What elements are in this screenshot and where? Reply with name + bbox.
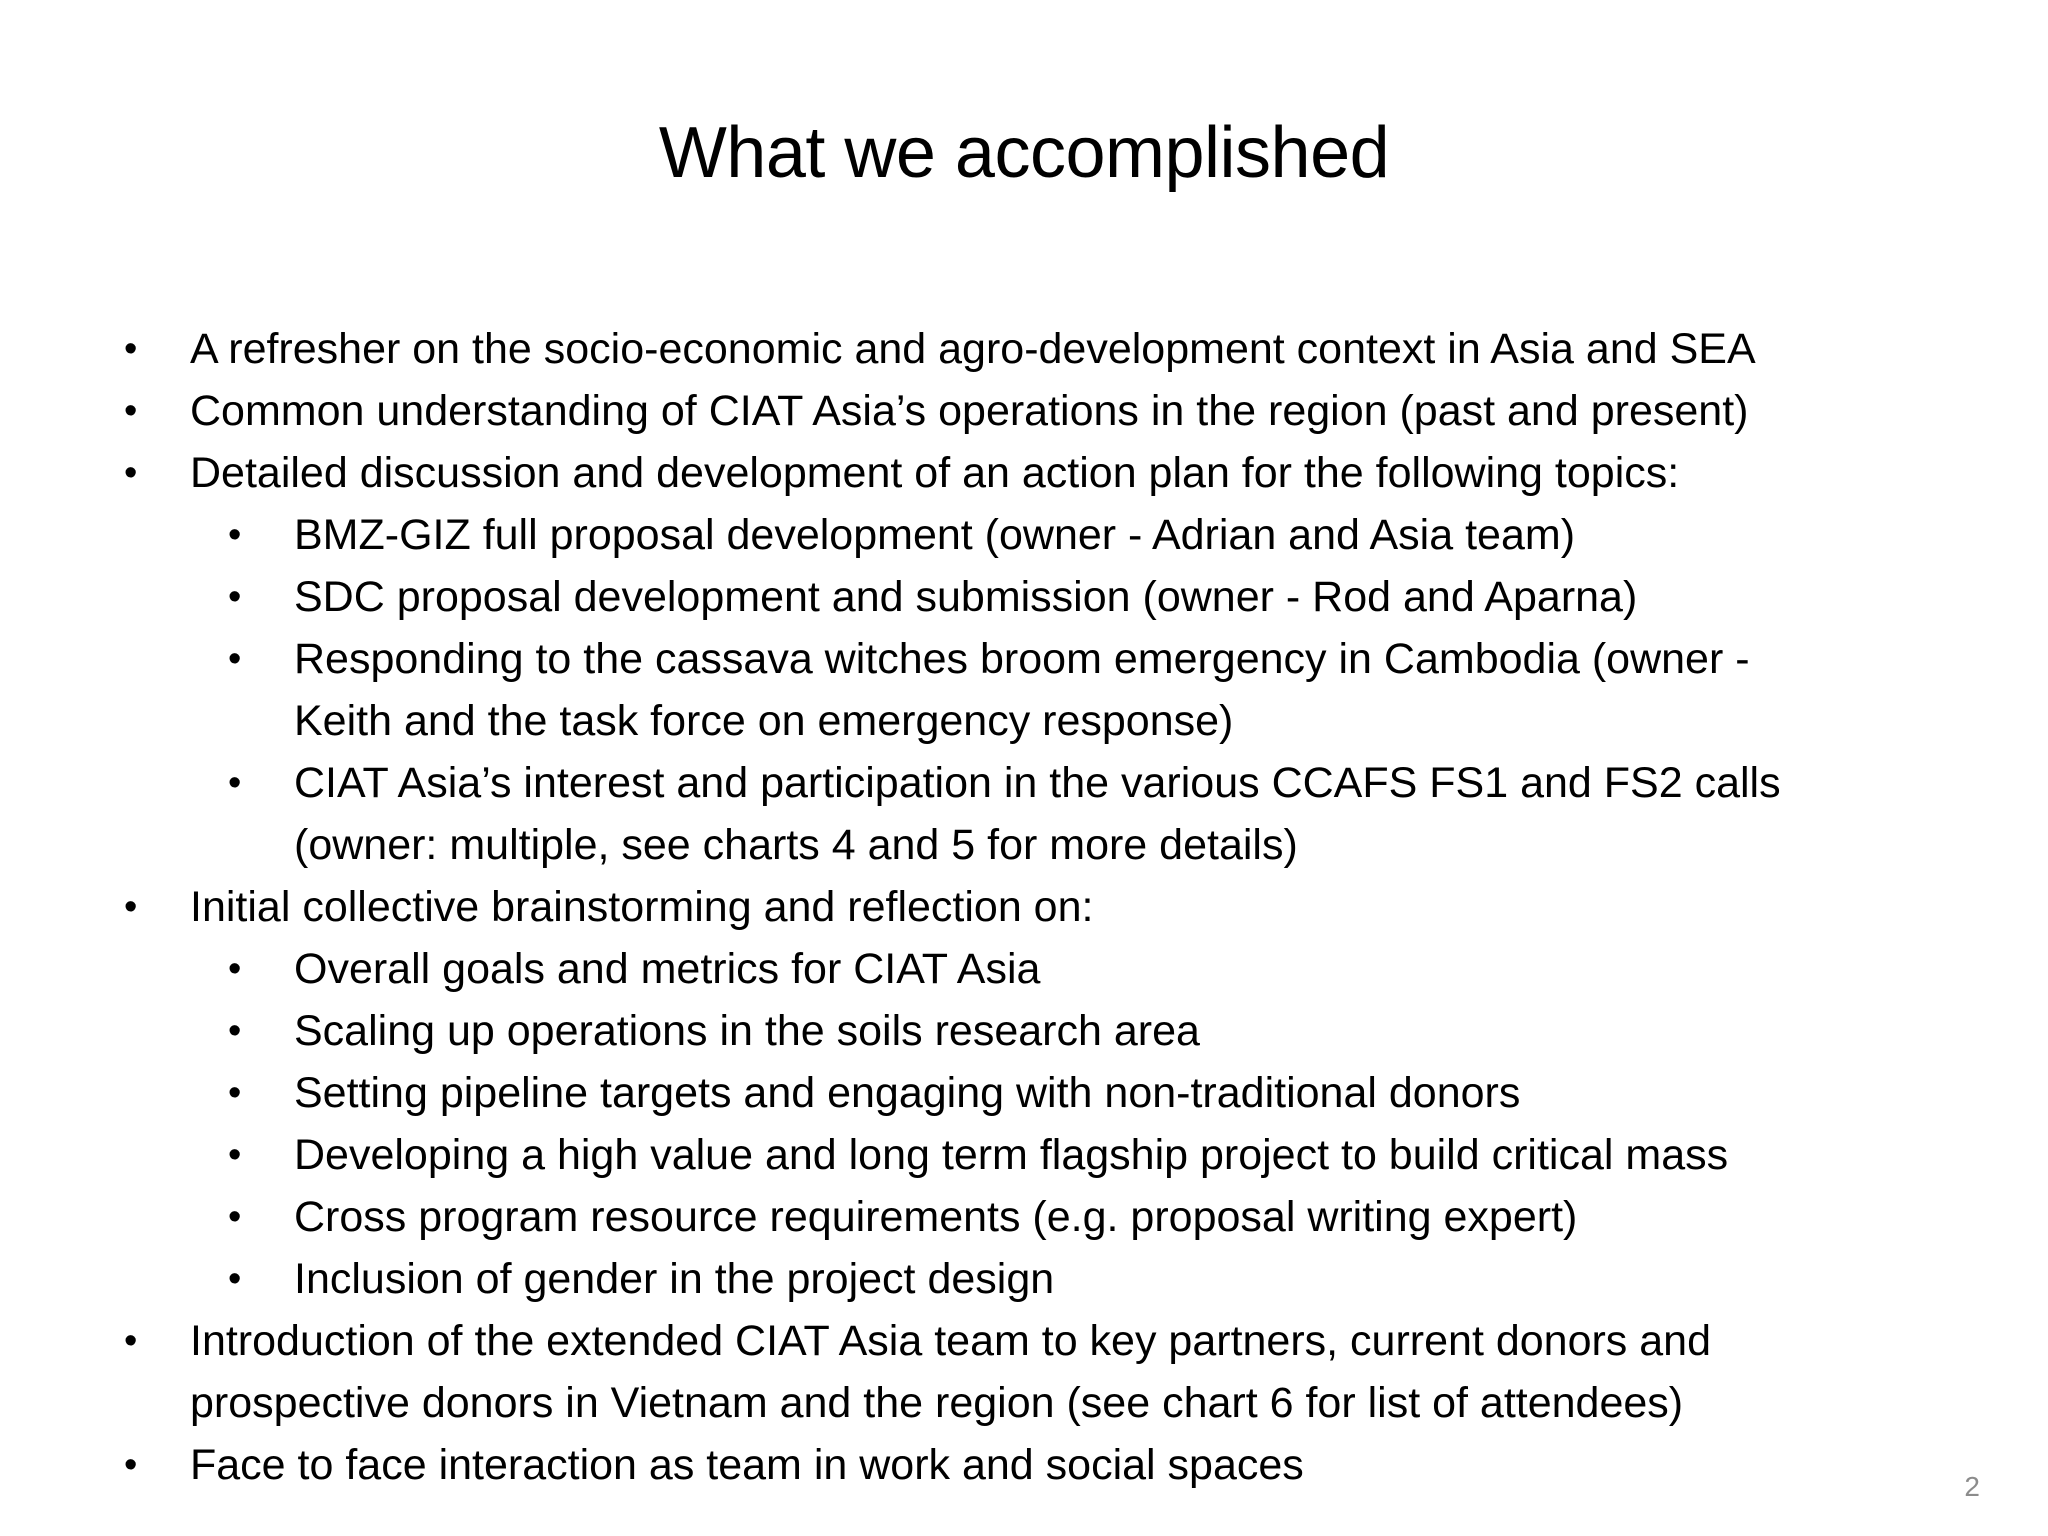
bullet-icon: • — [124, 886, 138, 928]
bullet-item — [0, 1434, 2048, 1496]
bullet-icon: • — [124, 452, 138, 494]
bullet-icon: • — [124, 390, 138, 432]
bullet-icon: • — [228, 948, 242, 990]
bullet-icon: • — [228, 1258, 242, 1300]
bullet-text-continuation: Keith and the task force on emergency response) — [294, 697, 1234, 745]
sub-bullet-item — [0, 1186, 2048, 1248]
bullet-icon: • — [228, 762, 242, 804]
bullet-text-continuation: (owner: multiple, see charts 4 and 5 for more details) — [294, 821, 1298, 869]
bullet-text: CIAT Asia’s interest and participation in the various CCAFS FS1 and FS2 calls — [294, 759, 1781, 807]
bullet-item — [0, 442, 2048, 504]
bullet-list — [0, 318, 2048, 1496]
bullet-item — [0, 1310, 2048, 1434]
bullet-icon: • — [228, 1134, 242, 1176]
bullet-icon: • — [228, 1010, 242, 1052]
sub-bullet-item — [0, 752, 2048, 876]
sub-bullet-item — [0, 1248, 2048, 1310]
bullet-text: Introduction of the extended CIAT Asia team to key partners, current donors and — [190, 1317, 1711, 1365]
sub-bullet-item — [0, 504, 2048, 566]
bullet-text: BMZ-GIZ full proposal development (owner - Adrian and Asia team) — [294, 511, 1576, 559]
sub-bullet-item — [0, 566, 2048, 628]
bullet-icon: • — [228, 1072, 242, 1114]
bullet-text: Developing a high value and long term flagship project to build critical mass — [294, 1131, 1729, 1179]
bullet-text: Inclusion of gender in the project design — [294, 1255, 1055, 1303]
sub-bullet-item — [0, 1000, 2048, 1062]
sub-bullet-item — [0, 1124, 2048, 1186]
sub-bullet-item — [0, 938, 2048, 1000]
bullet-icon: • — [124, 328, 138, 370]
bullet-text-continuation: prospective donors in Vietnam and the region (see chart 6 for list of attendees) — [190, 1379, 1684, 1427]
bullet-icon: • — [124, 1320, 138, 1362]
bullet-icon: • — [228, 514, 242, 556]
bullet-text: Face to face interaction as team in work and social spaces — [190, 1441, 1304, 1489]
bullet-item — [0, 318, 2048, 380]
bullet-text: Scaling up operations in the soils research area — [294, 1007, 1200, 1055]
bullet-icon: • — [228, 576, 242, 618]
bullet-text: Initial collective brainstorming and reflection on: — [190, 883, 1094, 931]
bullet-text: Common understanding of CIAT Asia’s operations in the region (past and present) — [190, 387, 1749, 435]
bullet-icon: • — [228, 1196, 242, 1238]
sub-bullet-item — [0, 628, 2048, 752]
bullet-text: SDC proposal development and submission (owner - Rod and Aparna) — [294, 573, 1638, 621]
bullet-text: Setting pipeline targets and engaging with non-traditional donors — [294, 1069, 1521, 1117]
bullet-text: Overall goals and metrics for CIAT Asia — [294, 945, 1041, 993]
slide-title: What we accomplished — [658, 113, 1390, 193]
bullet-text: Responding to the cassava witches broom emergency in Cambodia (owner - — [294, 635, 1750, 683]
bullet-text: Detailed discussion and development of an action plan for the following topics: — [190, 449, 1680, 497]
sub-bullet-item — [0, 1062, 2048, 1124]
bullet-item — [0, 876, 2048, 938]
bullet-icon: • — [228, 638, 242, 680]
page-number: 2 — [1964, 1471, 1980, 1502]
bullet-text: Cross program resource requirements (e.g. proposal writing expert) — [294, 1193, 1578, 1241]
bullet-text: A refresher on the socio-economic and agro-development context in Asia and SEA — [190, 325, 1756, 373]
bullet-icon: • — [124, 1444, 138, 1486]
bullet-item — [0, 380, 2048, 442]
